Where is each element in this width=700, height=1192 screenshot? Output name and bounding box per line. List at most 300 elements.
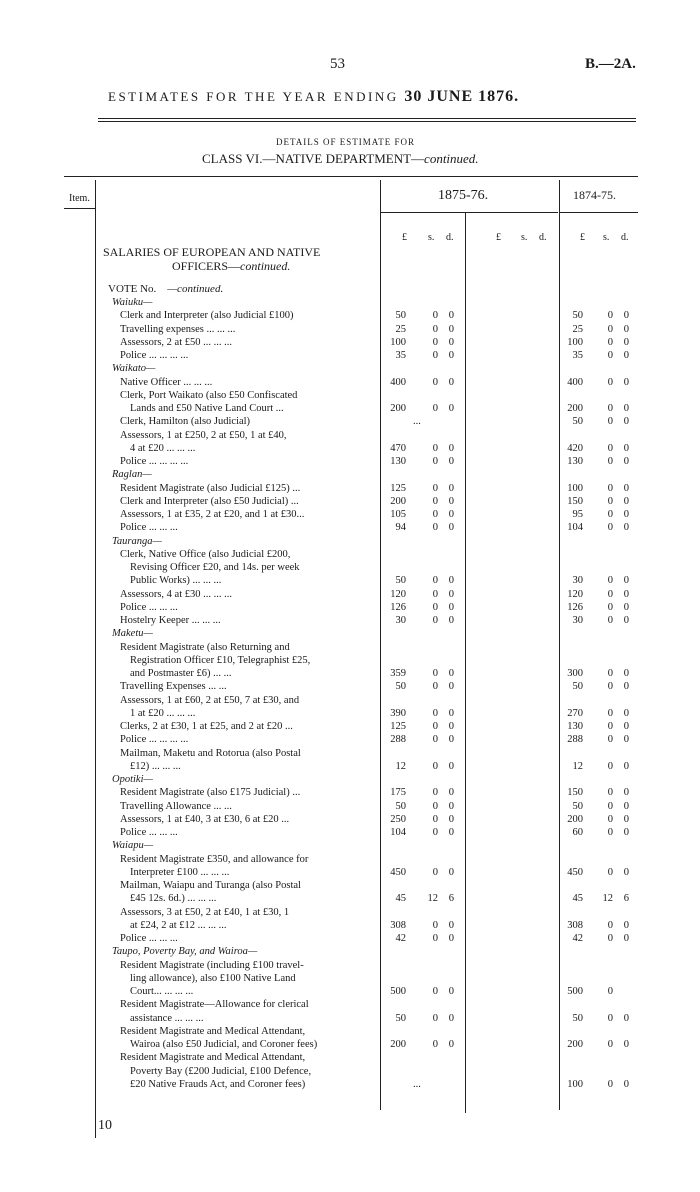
table-row [0, 509, 700, 520]
table-row [0, 615, 700, 626]
row-description: Police ... ... ... ... [120, 456, 189, 467]
previous-pounds: 300 [567, 668, 583, 679]
current-pounds: 175 [390, 787, 406, 799]
table-row [0, 986, 700, 997]
table-row [0, 1026, 700, 1037]
previous-pounds: 120 [567, 588, 583, 600]
vote-label: VOTE No. [108, 283, 157, 295]
previous-pence: 0 [623, 827, 629, 838]
row-description: Resident Magistrate (also Judicial £125) ... [120, 482, 301, 494]
previous-pence: 0 [623, 707, 629, 719]
section-title-line1: SALARIES OF EUROPEAN AND NATIVE [103, 245, 321, 259]
col-a-shillings: s. [428, 232, 435, 243]
previous-shillings: 0 [607, 707, 613, 719]
table-row [0, 748, 700, 759]
previous-pence: 0 [623, 588, 629, 600]
current-shillings: 0 [432, 986, 438, 997]
current-shillings: 0 [432, 681, 438, 693]
previous-shillings: 0 [607, 482, 613, 494]
current-pounds: 100 [390, 336, 406, 348]
section-heading: Waiuku— [112, 297, 153, 308]
current-pounds: 50 [395, 1012, 406, 1024]
row-description: Hostelry Keeper ... ... ... [120, 615, 221, 626]
current-pence: 0 [448, 813, 454, 825]
previous-pounds: 200 [567, 403, 583, 414]
row-description: Assessors, 4 at £30 ... ... ... [120, 588, 232, 600]
table-row [0, 522, 700, 533]
previous-pounds: 12 [572, 760, 583, 772]
previous-shillings: 0 [607, 416, 613, 428]
current-shillings: 0 [432, 668, 438, 679]
previous-pence: 0 [623, 760, 629, 772]
table-row [0, 681, 700, 692]
col-a-pence: d. [446, 232, 454, 243]
current-pounds: 250 [390, 813, 406, 825]
current-pence: 0 [448, 403, 454, 414]
previous-pence: 0 [623, 442, 629, 454]
current-shillings: 0 [432, 787, 438, 799]
row-description: Interpreter £100 ... ... ... [130, 866, 230, 878]
previous-pounds: 270 [567, 707, 583, 719]
current-pounds: 25 [395, 323, 406, 335]
previous-pounds: 50 [572, 416, 583, 428]
previous-pence: 0 [623, 456, 629, 467]
table-row [0, 483, 700, 494]
current-shillings: 0 [432, 323, 438, 335]
row-description: Assessors, 1 at £35, 2 at £20, and 1 at £30... [120, 509, 305, 520]
current-shillings: 0 [432, 1012, 438, 1024]
current-shillings: 0 [432, 376, 438, 388]
section-heading: Raglan— [112, 469, 152, 481]
current-pounds: 50 [395, 310, 406, 322]
table-row [0, 708, 700, 719]
table-row [0, 562, 700, 573]
previous-pounds: 95 [572, 509, 583, 520]
current-pence: 0 [448, 495, 454, 507]
row-description: Assessors, 2 at £50 ... ... ... [120, 336, 232, 348]
row-description: Assessors, 3 at £50, 2 at £40, 1 at £30, 1 [120, 906, 290, 918]
current-shillings: 0 [432, 760, 438, 772]
estimates-date: 30 JUNE 1876. [404, 88, 520, 105]
estimates-heading [108, 88, 519, 106]
current-pence: 0 [448, 734, 454, 746]
current-pence: 0 [448, 933, 454, 944]
previous-shillings: 0 [607, 827, 613, 838]
previous-shillings: 0 [607, 615, 613, 626]
table-row [0, 668, 700, 679]
row-description: Clerks, 2 at £30, 1 at £25, and 2 at £20 ... [120, 721, 293, 732]
previous-shillings: 0 [607, 1078, 613, 1090]
row-description: Travelling Expenses ... ... [120, 681, 227, 693]
row-description: Travelling Allowance ... ... [120, 800, 232, 812]
current-shillings: 0 [432, 456, 438, 467]
previous-pounds: 500 [567, 986, 583, 997]
current-pence: 0 [448, 681, 454, 693]
section-heading: Opotiki— [112, 774, 153, 785]
previous-shillings: 0 [607, 376, 613, 388]
previous-pence: 0 [623, 323, 629, 335]
current-shillings: 0 [432, 919, 438, 931]
row-description: Resident Magistrate (also £175 Judicial) ... [120, 787, 301, 799]
current-shillings: 0 [432, 482, 438, 494]
current-shillings: 0 [432, 800, 438, 812]
row-description: Clerk, Port Waikato (also £50 Confiscated [120, 389, 298, 401]
previous-pounds: 288 [567, 734, 583, 746]
row-description: Assessors, 1 at £60, 2 at £50, 7 at £30, and [120, 694, 300, 706]
previous-shillings: 0 [607, 509, 613, 520]
current-shillings: 0 [432, 336, 438, 348]
previous-pence: 0 [623, 1039, 629, 1050]
previous-pence: 0 [623, 787, 629, 799]
current-pounds: 500 [390, 986, 406, 997]
current-pounds: 50 [395, 800, 406, 812]
current-shillings: 0 [432, 933, 438, 944]
current-pence: 0 [448, 575, 454, 587]
current-ellipsis: ... [413, 416, 421, 428]
row-description: Clerk, Native Office (also Judicial £200, [120, 548, 291, 560]
previous-pence: 0 [623, 681, 629, 693]
row-description: Police ... ... ... ... [120, 734, 189, 746]
row-description: £45 12s. 6d.) ... ... ... [130, 893, 217, 905]
previous-shillings: 0 [607, 721, 613, 732]
table-row [0, 721, 700, 732]
previous-pounds: 200 [567, 1039, 583, 1050]
table-top-rule [64, 176, 638, 177]
row-description: Native Officer ... ... ... [120, 376, 213, 388]
current-pounds: 104 [390, 827, 406, 838]
previous-pence: 0 [623, 575, 629, 587]
previous-pounds: 308 [567, 919, 583, 931]
col-a-pounds: £ [402, 232, 407, 243]
row-description: Resident Magistrate (also Returning and [120, 641, 290, 653]
col-b-pence: d. [539, 232, 547, 243]
row-description: Poverty Bay (£200 Judicial, £100 Defence, [130, 1065, 312, 1077]
table-row [0, 310, 700, 321]
row-description: Resident Magistrate and Medical Attendant, [120, 1025, 306, 1037]
previous-pounds: 150 [567, 495, 583, 507]
current-pence: 0 [448, 1012, 454, 1024]
col-c-pence: d. [621, 232, 629, 243]
current-pounds: 400 [390, 376, 406, 388]
previous-pounds: 50 [572, 681, 583, 693]
row-description: £20 Native Frauds Act, and Coroner fees) [130, 1078, 306, 1090]
current-pounds: 120 [390, 588, 406, 600]
current-shillings: 0 [432, 615, 438, 626]
previous-pounds: 50 [572, 800, 583, 812]
previous-pence: 0 [623, 403, 629, 414]
previous-pounds: 450 [567, 866, 583, 878]
previous-pounds: 50 [572, 1012, 583, 1024]
previous-pounds: 42 [572, 933, 583, 944]
table-row [0, 695, 700, 706]
table-row [0, 999, 700, 1010]
current-shillings: 0 [432, 866, 438, 878]
top-rule-2 [98, 121, 636, 122]
current-shillings: 0 [432, 1039, 438, 1050]
current-shillings: 0 [432, 442, 438, 454]
table-row [0, 1039, 700, 1050]
table-row [0, 854, 700, 865]
row-description: Clerk and Interpreter (also Judicial £100) [120, 310, 294, 322]
table-row [0, 377, 700, 388]
current-pence: 0 [448, 986, 454, 997]
item-underline [64, 208, 96, 209]
table-row [0, 390, 700, 401]
top-rule [98, 118, 636, 119]
row-description: Court... ... ... ... [130, 986, 194, 997]
previous-pence: 0 [623, 336, 629, 348]
row-description: Police ... ... ... [120, 933, 178, 944]
previous-shillings: 0 [607, 456, 613, 467]
table-row [0, 1079, 700, 1090]
previous-pence: 0 [623, 813, 629, 825]
current-pence: 0 [448, 721, 454, 732]
table-row [0, 1013, 700, 1024]
table-row [0, 840, 700, 851]
section-heading: Taupo, Poverty Bay, and Wairoa— [112, 946, 258, 958]
table-row [0, 787, 700, 798]
col-c-shillings: s. [603, 232, 610, 243]
section-title-line2-cont: continued. [240, 259, 291, 273]
previous-shillings: 0 [607, 310, 613, 322]
previous-shillings: 0 [607, 668, 613, 679]
previous-shillings: 0 [607, 1039, 613, 1050]
previous-pounds: 130 [567, 721, 583, 732]
table-row [0, 920, 700, 931]
previous-pence: 0 [623, 1078, 629, 1090]
current-pence: 0 [448, 350, 454, 361]
table-row [0, 642, 700, 653]
current-pence: 0 [448, 482, 454, 494]
current-pounds: 45 [395, 893, 406, 905]
row-description: Police ... ... ... [120, 522, 178, 534]
previous-pounds: 100 [567, 336, 583, 348]
table-row [0, 469, 700, 480]
class-title [202, 151, 479, 167]
class-title-text: CLASS VI.—NATIVE DEPARTMENT— [202, 151, 425, 166]
previous-pence: 6 [623, 893, 629, 905]
item-column-header: Item. [69, 193, 90, 204]
current-shillings: 0 [432, 601, 438, 613]
table-row [0, 324, 700, 335]
class-title-cont: continued. [424, 151, 479, 166]
previous-pounds: 50 [572, 310, 583, 322]
current-pounds: 94 [395, 522, 406, 534]
col-b-shillings: s. [521, 232, 528, 243]
table-row [0, 973, 700, 984]
previous-pounds: 200 [567, 813, 583, 825]
previous-pounds: 30 [572, 615, 583, 626]
table-row [0, 1052, 700, 1063]
current-shillings: 0 [432, 403, 438, 414]
current-pounds: 470 [390, 442, 406, 454]
previous-pence: 0 [623, 919, 629, 931]
previous-pounds: 25 [572, 323, 583, 335]
row-description: Travelling expenses ... ... ... [120, 323, 236, 335]
table-row [0, 602, 700, 613]
row-description: Clerk and Interpreter (also £50 Judicial) ... [120, 495, 299, 507]
table-row [0, 297, 700, 308]
table-row [0, 363, 700, 374]
previous-pence: 0 [623, 522, 629, 534]
previous-pounds: 45 [572, 893, 583, 905]
current-shillings: 0 [432, 310, 438, 322]
section-heading: Tauranga— [112, 535, 162, 547]
current-shillings: 0 [432, 721, 438, 732]
row-description: Lands and £50 Native Land Court ... [130, 403, 284, 414]
current-shillings: 0 [432, 734, 438, 746]
previous-shillings: 0 [607, 495, 613, 507]
current-pence: 0 [448, 787, 454, 799]
row-description: Assessors, 1 at £250, 2 at £50, 1 at £40, [120, 429, 287, 441]
row-description: Registration Officer £10, Telegraphist £25, [130, 654, 311, 666]
details-label: DETAILS OF ESTIMATE FOR [276, 137, 416, 147]
current-ellipsis: ... [413, 1078, 421, 1090]
current-shillings: 0 [432, 522, 438, 534]
current-pence: 0 [448, 509, 454, 520]
table-row [0, 416, 700, 427]
current-pence: 0 [448, 1039, 454, 1050]
header-underline-a [380, 212, 558, 213]
estimates-prefix: ESTIMATES FOR THE YEAR ENDING [108, 89, 399, 104]
section-heading: Waiapu— [112, 840, 154, 852]
current-pounds: 126 [390, 601, 406, 613]
current-pounds: 130 [390, 456, 406, 467]
previous-shillings: 12 [602, 893, 613, 905]
current-shillings: 12 [427, 893, 438, 905]
current-pounds: 12 [395, 760, 406, 772]
year-previous-header: 1874-75. [573, 188, 616, 202]
col-b-pounds: £ [496, 232, 501, 243]
previous-pence: 0 [623, 416, 629, 428]
current-shillings: 0 [432, 827, 438, 838]
previous-pence: 0 [623, 509, 629, 520]
table-row [0, 430, 700, 441]
previous-pence: 0 [623, 350, 629, 361]
previous-pounds: 400 [567, 376, 583, 388]
current-shillings: 0 [432, 575, 438, 587]
previous-shillings: 0 [607, 919, 613, 931]
previous-pence: 0 [623, 310, 629, 322]
row-description: Resident Magistrate and Medical Attendant, [120, 1052, 306, 1064]
row-description: Police ... ... ... [120, 601, 178, 613]
current-pence: 0 [448, 323, 454, 335]
section-title-line2 [172, 259, 290, 274]
table-row [0, 575, 700, 586]
previous-pounds: 104 [567, 522, 583, 534]
previous-pounds: 100 [567, 1078, 583, 1090]
current-shillings: 0 [432, 350, 438, 361]
row-description: Assessors, 1 at £40, 3 at £30, 6 at £20 ... [120, 813, 290, 825]
previous-shillings: 0 [607, 760, 613, 772]
current-pounds: 390 [390, 707, 406, 719]
current-pence: 0 [448, 376, 454, 388]
previous-shillings: 0 [607, 800, 613, 812]
current-shillings: 0 [432, 707, 438, 719]
previous-shillings: 0 [607, 522, 613, 534]
current-pence: 0 [448, 336, 454, 348]
table-row [0, 589, 700, 600]
year-current-header: 1875-76. [438, 188, 489, 203]
current-pounds: 42 [395, 933, 406, 944]
table-row [0, 456, 700, 467]
table-row [0, 337, 700, 348]
previous-pounds: 420 [567, 442, 583, 454]
previous-shillings: 0 [607, 986, 613, 997]
previous-shillings: 0 [607, 601, 613, 613]
table-row [0, 443, 700, 454]
previous-pounds: 35 [572, 350, 583, 361]
previous-pence: 0 [623, 1012, 629, 1024]
item-col-rule [95, 180, 96, 208]
row-description: Resident Magistrate £350, and allowance for [120, 853, 309, 865]
table-row [0, 933, 700, 944]
current-shillings: 0 [432, 588, 438, 600]
row-description: Mailman, Maketu and Rotorua (also Postal [120, 747, 301, 759]
previous-pounds: 150 [567, 787, 583, 799]
row-description: Wairoa (also £50 Judicial, and Coroner fees) [130, 1039, 318, 1050]
table-row [0, 867, 700, 878]
vote-cont: —continued. [167, 283, 224, 295]
table-row [0, 403, 700, 414]
previous-shillings: 0 [607, 681, 613, 693]
table-row [0, 801, 700, 812]
current-shillings: 0 [432, 813, 438, 825]
row-description: Police ... ... ... ... [120, 350, 189, 361]
current-pence: 0 [448, 919, 454, 931]
previous-pence: 0 [623, 615, 629, 626]
previous-shillings: 0 [607, 1012, 613, 1024]
row-description: Revising Officer £20, and 14s. per week [130, 562, 300, 573]
row-description: ling allowance), also £100 Native Land [130, 972, 296, 984]
previous-pounds: 126 [567, 601, 583, 613]
current-pence: 6 [448, 893, 454, 905]
table-row [0, 774, 700, 785]
current-pounds: 35 [395, 350, 406, 361]
table-row [0, 814, 700, 825]
current-pence: 0 [448, 668, 454, 679]
current-pence: 0 [448, 800, 454, 812]
table-row [0, 734, 700, 745]
previous-shillings: 0 [607, 813, 613, 825]
current-pence: 0 [448, 522, 454, 534]
current-pounds: 30 [395, 615, 406, 626]
previous-pence: 0 [623, 376, 629, 388]
current-pence: 0 [448, 827, 454, 838]
table-row [0, 761, 700, 772]
previous-shillings: 0 [607, 575, 613, 587]
current-pence: 0 [448, 615, 454, 626]
previous-pence: 0 [623, 668, 629, 679]
row-description: Resident Magistrate (including £100 travel- [120, 959, 304, 971]
table-row [0, 549, 700, 560]
row-description: Resident Magistrate—Allowance for clerical [120, 999, 309, 1011]
table-row [0, 496, 700, 507]
row-description: Clerk, Hamilton (also Judicial) [120, 416, 251, 428]
previous-shillings: 0 [607, 403, 613, 414]
current-pence: 0 [448, 707, 454, 719]
current-pounds: 200 [390, 495, 406, 507]
table-row [0, 536, 700, 547]
table-row [0, 946, 700, 957]
row-description: 1 at £20 ... ... ... [130, 707, 196, 719]
table-row [0, 628, 700, 639]
section-heading: Maketu— [112, 628, 153, 640]
row-description: Public Works) ... ... ... [130, 575, 222, 587]
table-row [0, 655, 700, 666]
row-description: assistance ... ... ... [130, 1012, 204, 1024]
previous-pence: 0 [623, 721, 629, 732]
